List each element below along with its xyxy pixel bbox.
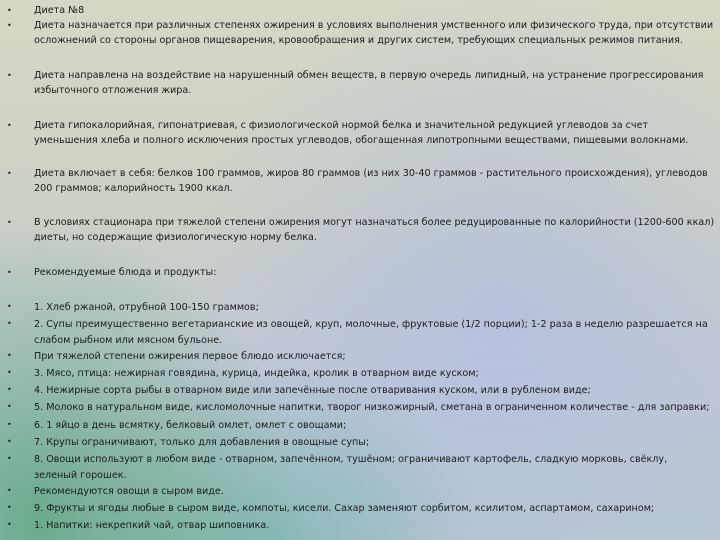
list-item: [0, 500, 720, 517]
list-item: [0, 451, 720, 468]
list-item: [0, 483, 720, 500]
list-item-continuation: [0, 334, 720, 348]
bullet-block-hospital: [0, 215, 720, 245]
list-item-continuation: [0, 469, 720, 483]
list-item: [0, 166, 720, 181]
list-item-text: Диета гипокалорийная, гипонатриевая, с физиологической нормой белка и значительной редукцией углеводов за счет: [34, 120, 649, 131]
bullet-icon: •: [7, 121, 12, 130]
list-item: [0, 68, 720, 83]
list-item: [0, 434, 720, 451]
list-item: [0, 348, 720, 365]
bullet-icon: •: [7, 402, 12, 412]
bullet-icon: •: [7, 419, 12, 429]
bullet-icon: •: [7, 385, 12, 395]
bullet-block-diet-intro: [0, 3, 720, 48]
bullet-block-hypocaloric: [0, 118, 720, 148]
list-item: [0, 3, 720, 18]
list-item-text: уменьшения хлеба и полного исключения простых углеводов, обогащенная липотропными веществами, пищевыми волокнами.: [34, 135, 689, 146]
list-item-text: осложнений со стороны органов пищеварения, кровообращения и других систем, требующих специальных режимов питания.: [34, 35, 683, 46]
bullet-icon: •: [7, 454, 12, 464]
list-item-text: 5. Молоко в натуральном виде, кисломолочные напитки, творог низкожирный, сметана в ограниченном количестве - для заправки;: [34, 402, 710, 414]
list-item-text: 9. Фрукты и ягоды любые в сыром виде, компоты, кисели. Сахар заменяют сорбитом, ксилитом, аспартамом, сахарином;: [34, 502, 655, 514]
bullet-icon: •: [7, 21, 12, 30]
list-item-text: 200 граммов; калорийность 1900 ккал.: [34, 183, 233, 194]
list-item-continuation: [0, 133, 720, 148]
bullet-icon: •: [7, 437, 12, 447]
bullet-icon: •: [7, 485, 12, 495]
list-item: [0, 399, 720, 416]
list-item-text: 1. Напитки: некрепкий чай, отвар шиповника.: [34, 520, 270, 532]
list-item-text: Диета №8: [34, 5, 85, 16]
bullet-icon: •: [7, 520, 12, 530]
list-item-text: 8. Овощи используют в любом виде - отварном, запечённом, тушёном; ограничивают картофель, сладкую морковь, свёклу,: [34, 454, 668, 466]
list-item-text: При тяжелой степени ожирения первое блюдо исключается;: [34, 350, 346, 362]
bullet-block-metabolism: [0, 68, 720, 98]
list-item-text: 6. 1 яйцо в день всмятку, белковый омлет, омлет с овощами;: [34, 419, 347, 431]
bullet-icon: •: [7, 169, 12, 178]
list-item-text: Диета включает в себя: белков 100 граммов, жиров 80 граммов (из них 30-40 граммов - растительного происхождения), углеводов: [34, 168, 708, 179]
list-item-text: зеленый горошек.: [34, 469, 127, 481]
bullet-icon: •: [7, 218, 12, 227]
list-item: [0, 299, 720, 316]
bullet-block-food-list: [0, 299, 720, 535]
list-item: [0, 517, 720, 534]
list-item-text: В условиях стационара при тяжелой степени ожирения могут назначаться более редуцированные по калорийности (1200-600 ккал): [34, 217, 715, 228]
list-item-text: Диета назначается при различных степенях ожирения в условиях выполнения умственного или физического труда, при отсутствии: [34, 20, 714, 31]
list-item-text: слабом рыбном или мясном бульоне.: [34, 334, 223, 346]
bullet-icon: •: [7, 268, 12, 277]
bullet-icon: •: [7, 319, 12, 329]
bullet-icon: •: [7, 367, 12, 377]
list-item-continuation: [0, 83, 720, 98]
list-item-text: 3. Мясо, птица: нежирная говядина, курица, индейка, кролик в отварном виде куском;: [34, 367, 479, 379]
list-item-text: Диета направлена на воздействие на нарушенный обмен веществ, в первую очередь липидный, на устранение прогрессирования: [34, 70, 704, 81]
list-item-text: 2. Супы преимущественно вегетарианские из овощей, круп, молочные, фруктовые (1/2 порции); 1-2 раза в неделю разрешается на: [34, 319, 708, 331]
list-item: [0, 265, 720, 280]
list-item-text: Рекомендуемые блюда и продукты:: [34, 267, 217, 278]
list-item: [0, 18, 720, 33]
bullet-icon: •: [7, 71, 12, 80]
list-item-text: 1. Хлеб ржаной, отрубной 100-150 граммов;: [34, 302, 259, 313]
list-item-text: Рекомендуются овощи в сыром виде.: [34, 485, 224, 497]
list-item-continuation: [0, 181, 720, 196]
list-item-text: избыточного отложения жира.: [34, 85, 192, 96]
list-item: [0, 316, 720, 333]
bullet-icon: •: [7, 502, 12, 512]
list-item: [0, 417, 720, 434]
list-item: [0, 215, 720, 230]
bullet-block-composition: [0, 166, 720, 196]
list-item-text: 7. Крупы ограничивают, только для добавления в овощные супы;: [34, 437, 370, 449]
list-item: [0, 118, 720, 133]
list-item-text: 4. Нежирные сорта рыбы в отварном виде или запечённые после отваривания куском, или в рубленом виде;: [34, 385, 591, 397]
bullet-block-recommended-heading: [0, 265, 720, 280]
bullet-icon: •: [7, 6, 12, 15]
list-item: [0, 365, 720, 382]
list-item-continuation: [0, 33, 720, 48]
list-item-text: диеты, но содержащие физиологическую норму белка.: [34, 232, 317, 243]
list-item: [0, 382, 720, 399]
list-item-continuation: [0, 230, 720, 245]
bullet-icon: •: [7, 302, 12, 311]
bullet-icon: •: [7, 350, 12, 360]
